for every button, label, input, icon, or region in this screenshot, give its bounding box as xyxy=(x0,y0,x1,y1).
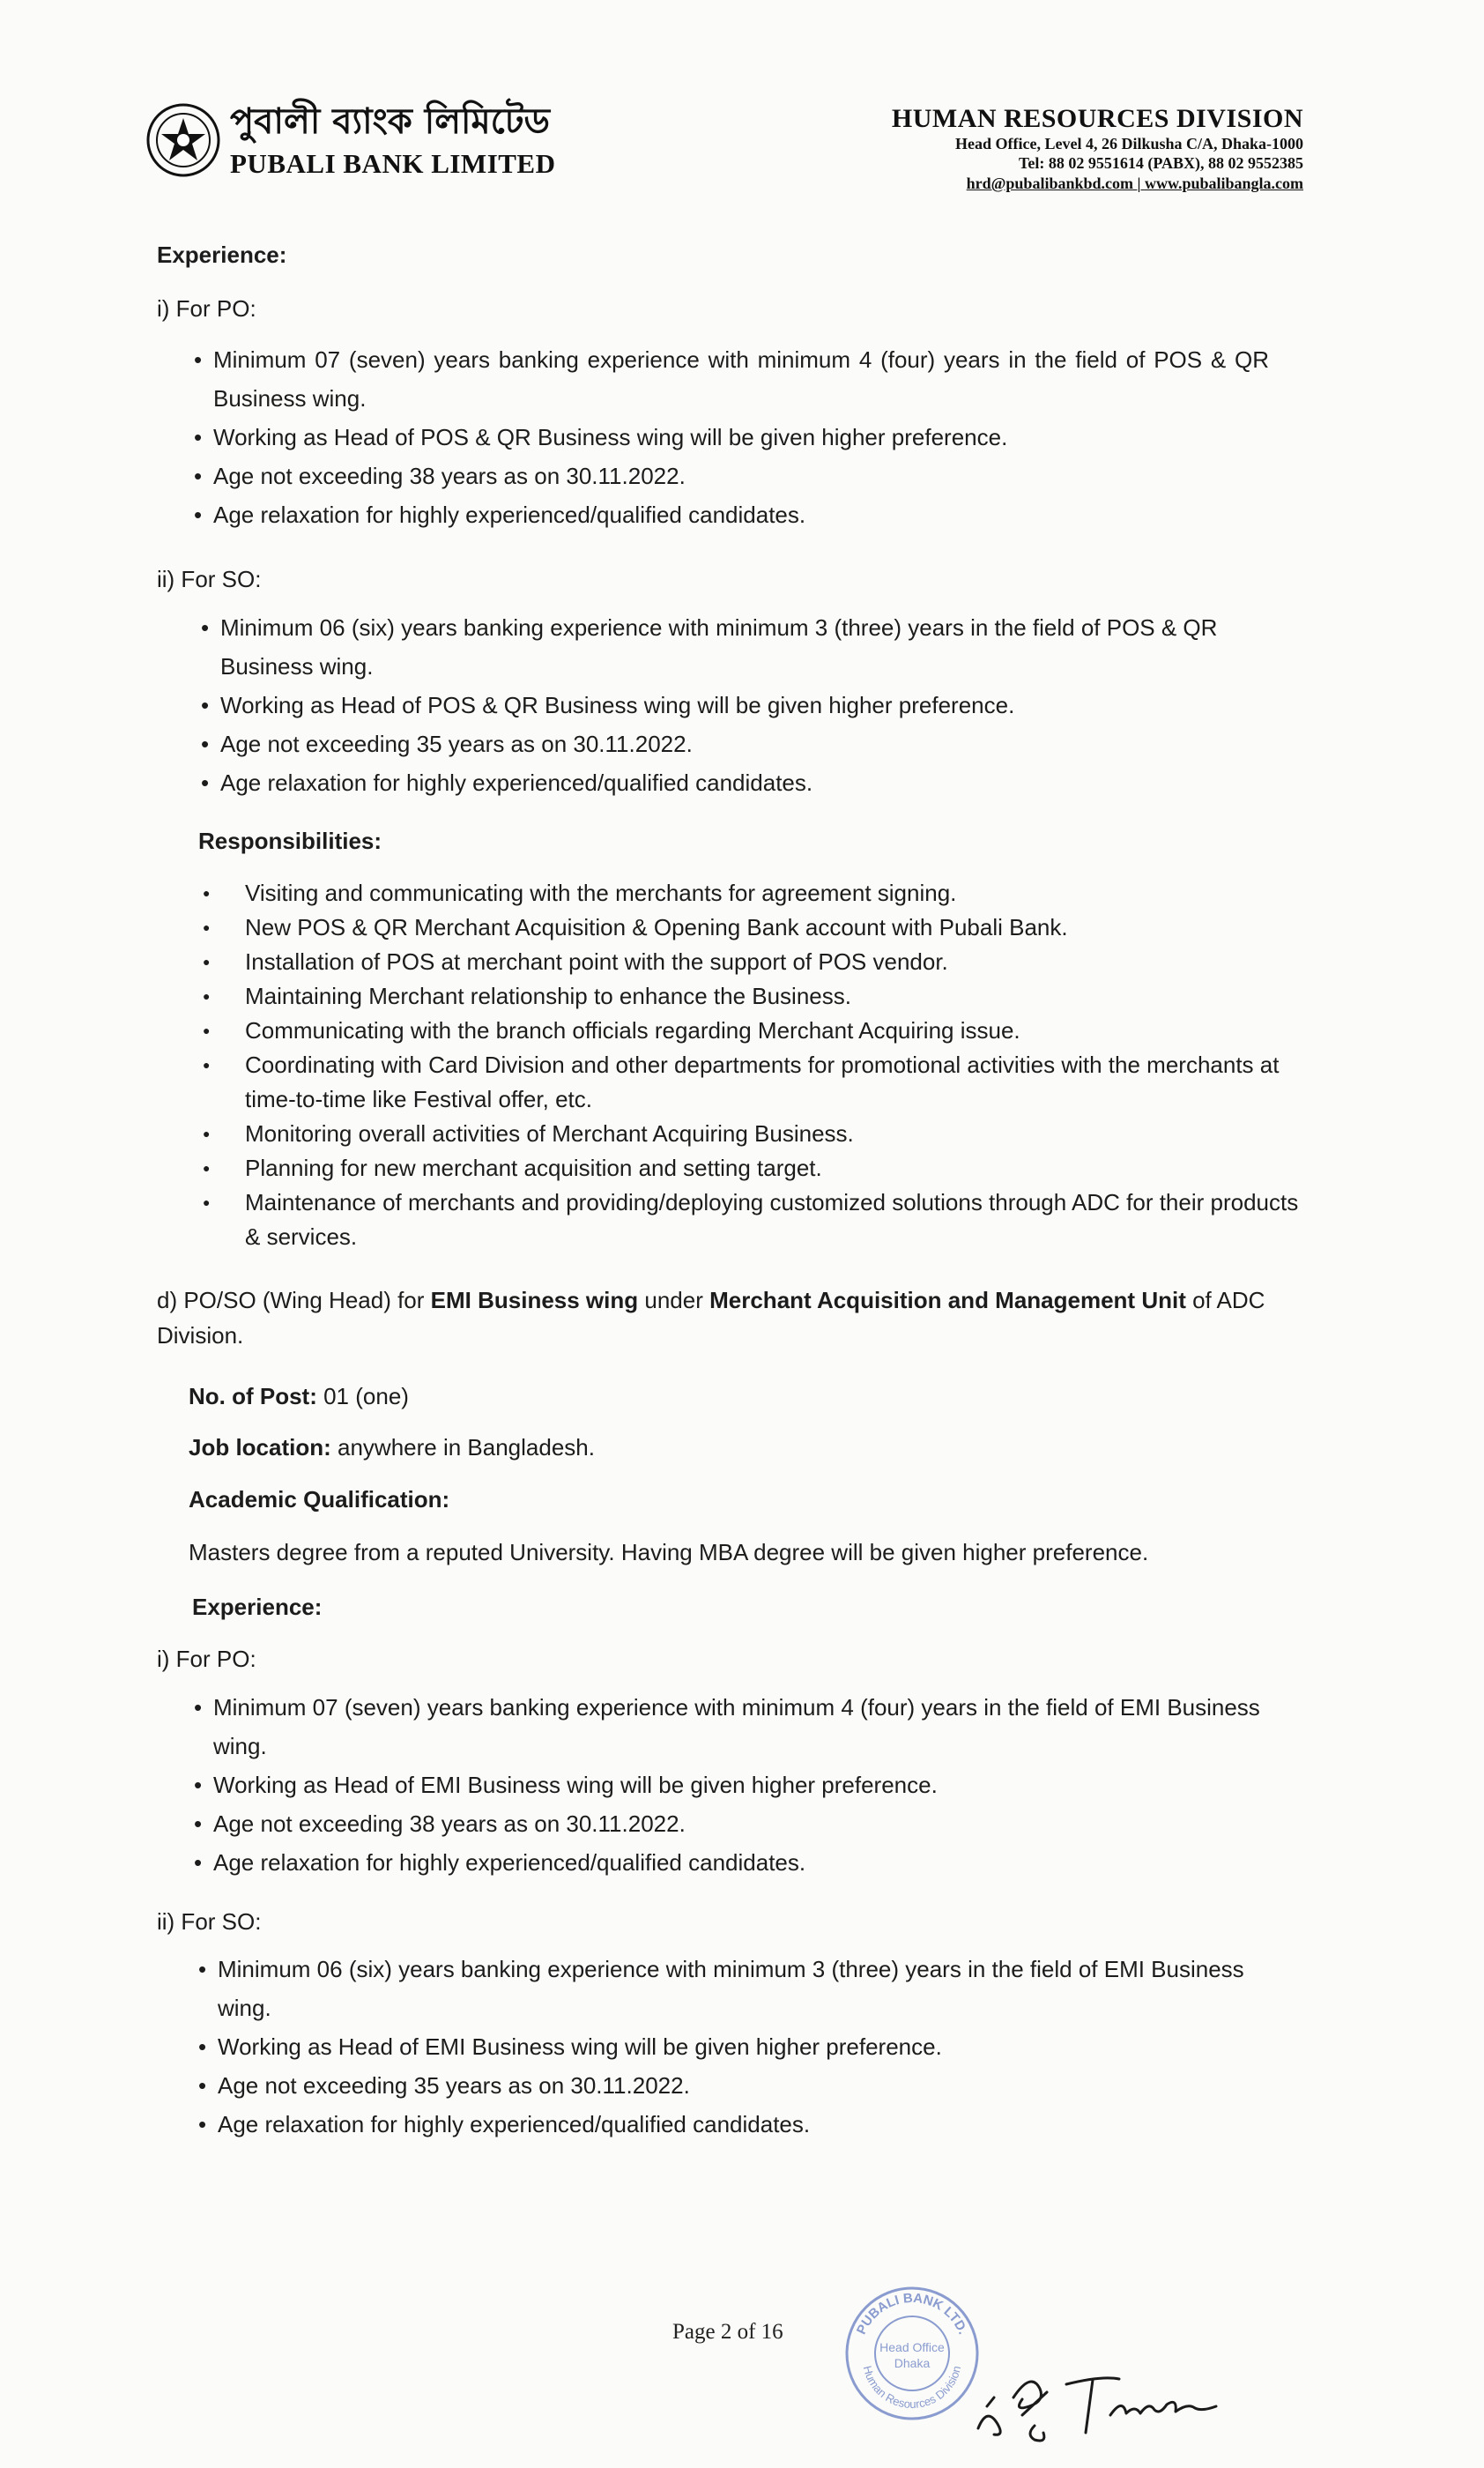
list-item: • Age relaxation for highly experienced/qualified candidates. xyxy=(201,763,1302,802)
logo-english-text: PUBALI BANK LIMITED xyxy=(230,148,556,179)
po-requirements-1 xyxy=(194,340,1269,534)
list-item: • Age relaxation for highly experienced/qualified candidates. xyxy=(194,495,1269,534)
svg-text:Human Resources Division: Human Resources Division xyxy=(860,2364,964,2412)
list-item: ● Planning for new merchant acquisition and setting target. xyxy=(201,1151,1311,1186)
po-heading-2: i) For PO: xyxy=(157,1646,256,1672)
contact-links xyxy=(892,173,1303,194)
list-item: • Age relaxation for highly experienced/qualified candidates. xyxy=(194,1843,1269,1882)
list-item: ● New POS & QR Merchant Acquisition & Opening Bank account with Pubali Bank. xyxy=(201,911,1311,945)
list-item: ● Visiting and communicating with the merchants for agreement signing. xyxy=(201,876,1311,911)
handwritten-signatures xyxy=(961,2345,1251,2450)
academic-text: Masters degree from a reputed University. Having MBA degree will be given higher preference. xyxy=(189,1539,1149,1565)
responsibilities-heading: Responsibilities: xyxy=(198,828,382,854)
list-item: • Age not exceeding 35 years as on 30.11.2022. xyxy=(201,725,1302,763)
list-item: • Working as Head of POS & QR Business wing will be given higher preference. xyxy=(201,686,1302,725)
list-item: • Working as Head of POS & QR Business wing will be given higher preference. xyxy=(194,418,1269,457)
experience-heading-2: Experience: xyxy=(192,1594,323,1620)
office-address: Head Office, Level 4, 26 Dilkusha C/A, Dhaka-1000 xyxy=(954,135,1303,152)
list-item: • Age not exceeding 38 years as on 30.11.2022. xyxy=(194,457,1269,495)
list-item: ● Maintaining Merchant relationship to enhance the Business. xyxy=(201,979,1311,1014)
so-heading-1: ii) For SO: xyxy=(157,566,262,592)
bank-emblem-icon xyxy=(145,102,221,178)
list-item: • Age not exceeding 38 years as on 30.11.2022. xyxy=(194,1804,1269,1843)
list-item: • Working as Head of EMI Business wing will be given higher preference. xyxy=(194,1766,1269,1804)
academic-heading: Academic Qualification: xyxy=(189,1486,450,1513)
bank-logo xyxy=(145,99,568,182)
list-item: • Age relaxation for highly experienced/qualified candidates. xyxy=(198,2105,1282,2144)
list-item: • Minimum 07 (seven) years banking experience with minimum 4 (four) years in the field of POS & QR Business wing. xyxy=(194,340,1269,418)
page-number: Page 2 of 16 xyxy=(672,2320,783,2344)
list-item: • Minimum 06 (six) years banking experience with minimum 3 (three) years in the field of POS & QR Business wing. xyxy=(201,608,1302,686)
posts-count: No. of Post: 01 (one) xyxy=(189,1383,409,1409)
division-title: HUMAN RESOURCES DIVISION xyxy=(891,104,1303,133)
responsibilities-list xyxy=(201,876,1311,1254)
office-phone: Tel: 88 02 9551614 (PABX), 88 02 9552385 xyxy=(1019,154,1303,172)
so-requirements-1 xyxy=(201,608,1302,802)
po-requirements-2 xyxy=(194,1688,1269,1882)
email-link[interactable]: hrd@pubalibankbd.com xyxy=(966,175,1133,192)
svg-text:Head Office: Head Office xyxy=(879,2340,945,2354)
list-item: ● Installation of POS at merchant point with the support of POS vendor. xyxy=(201,945,1311,979)
list-item: ● Communicating with the branch officials regarding Merchant Acquiring issue. xyxy=(201,1014,1311,1048)
section-d-title: d) PO/SO (Wing Head) for EMI Business wing under Merchant Acquisition and Management Unit of ADC Division. xyxy=(157,1287,1265,1349)
hr-division-header xyxy=(892,104,1303,194)
po-heading-1: i) For PO: xyxy=(157,295,256,322)
logo-bengali-text: পুবালী ব্যাংক লিমিটেড xyxy=(230,100,550,142)
list-item: • Minimum 06 (six) years banking experience with minimum 3 (three) years in the field of EMI Business wing. xyxy=(198,1950,1282,2027)
experience-heading-1: Experience: xyxy=(157,242,287,268)
list-item: • Age not exceeding 35 years as on 30.11.2022. xyxy=(198,2066,1282,2105)
svg-text:PUBALI BANK LTD.: PUBALI BANK LTD. xyxy=(853,2290,971,2338)
so-heading-2: ii) For SO: xyxy=(157,1908,262,1935)
link-separator: | xyxy=(1137,175,1141,192)
svg-text:Dhaka: Dhaka xyxy=(894,2356,931,2370)
website-link[interactable]: www.pubalibangla.com xyxy=(1144,175,1303,192)
job-location: Job location: anywhere in Bangladesh. xyxy=(189,1434,595,1461)
list-item: ● Maintenance of merchants and providing/deploying customized solutions through ADC for their products & services. xyxy=(201,1186,1311,1254)
list-item: ● Coordinating with Card Division and other departments for promotional activities with the merchants at time-to-time like Festival offer, etc. xyxy=(201,1048,1311,1117)
list-item: ● Monitoring overall activities of Merchant Acquiring Business. xyxy=(201,1117,1311,1151)
list-item: • Working as Head of EMI Business wing will be given higher preference. xyxy=(198,2027,1282,2066)
so-requirements-2 xyxy=(198,1950,1282,2144)
list-item: • Minimum 07 (seven) years banking experience with minimum 4 (four) years in the field of EMI Business wing. xyxy=(194,1688,1269,1766)
